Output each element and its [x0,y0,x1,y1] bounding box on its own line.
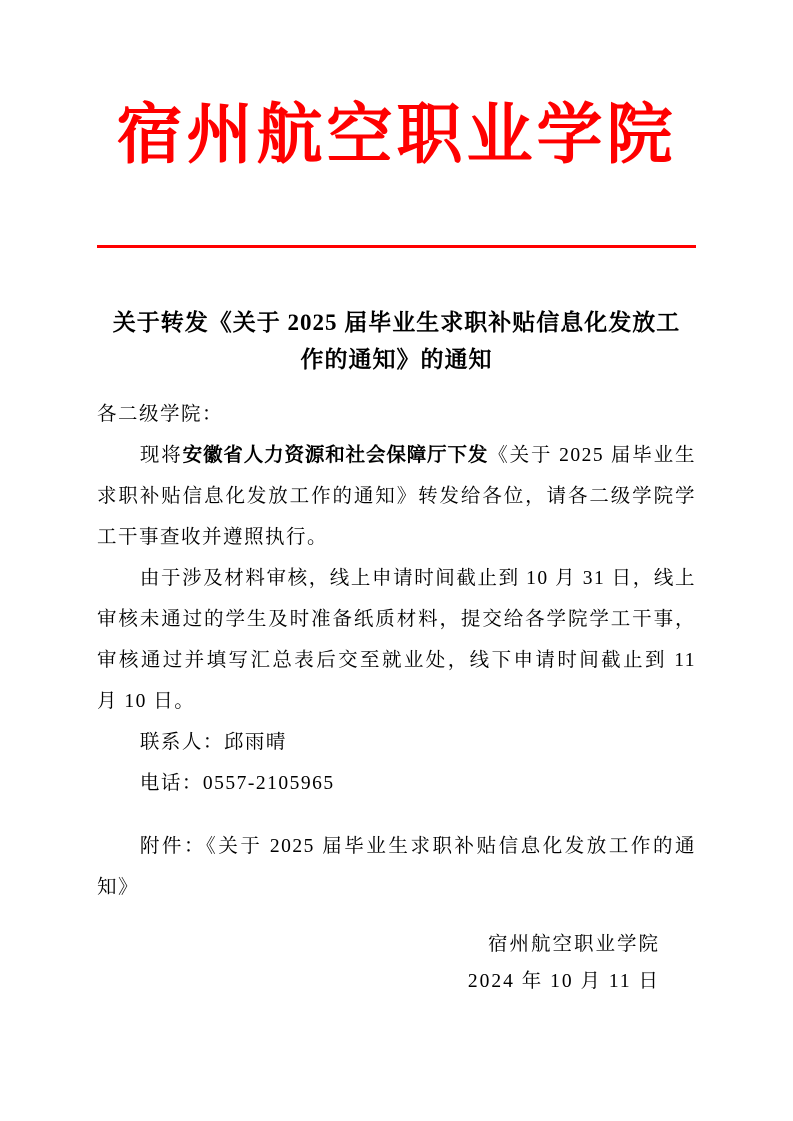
signature-org: 宿州航空职业学院 [487,933,660,955]
contact-phone: 电话：0557-2105965 [139,772,335,794]
paragraph-forwarding-pre: 现将 [139,444,183,466]
signature-block [97,926,696,1000]
paragraph-deadlines: 由于涉及材料审核，线上申请时间截止到 10 月 31 日，线上审核未通过的学生及时准备纸质材料，提交给各学院学工干事，审核通过并填写汇总表后交至就业处，线下申请时间截止到 11 月 10 日。 [97,567,696,712]
letterhead-org-name: 宿州航空职业学院 [116,99,677,172]
salutation: 各二级学院： [97,403,224,425]
paragraph-forwarding [97,435,696,558]
red-divider-line [97,245,696,248]
contact-person: 联系人：邱雨晴 [139,731,287,753]
page-content [0,245,793,1000]
attachment-reference: 附件：《关于 2025 届毕业生求职补贴信息化发放工作的通知》 [97,835,696,898]
issuing-authority-bold: 安徽省人力资源和社会保障厅下发 [182,443,489,466]
document-title: 关于转发《关于 2025 届毕业生求职补贴信息化发放工作的通知》的通知 [112,309,681,372]
paragraph-forwarding-post: 《关于 2025 届毕业生求职补贴信息化发放工作的通知》转发给各位，请各二级学院学工干事查收并遵照执行。 [97,444,696,548]
document-body [97,394,696,908]
signature-date: 2024 年 10 月 11 日 [467,970,660,992]
